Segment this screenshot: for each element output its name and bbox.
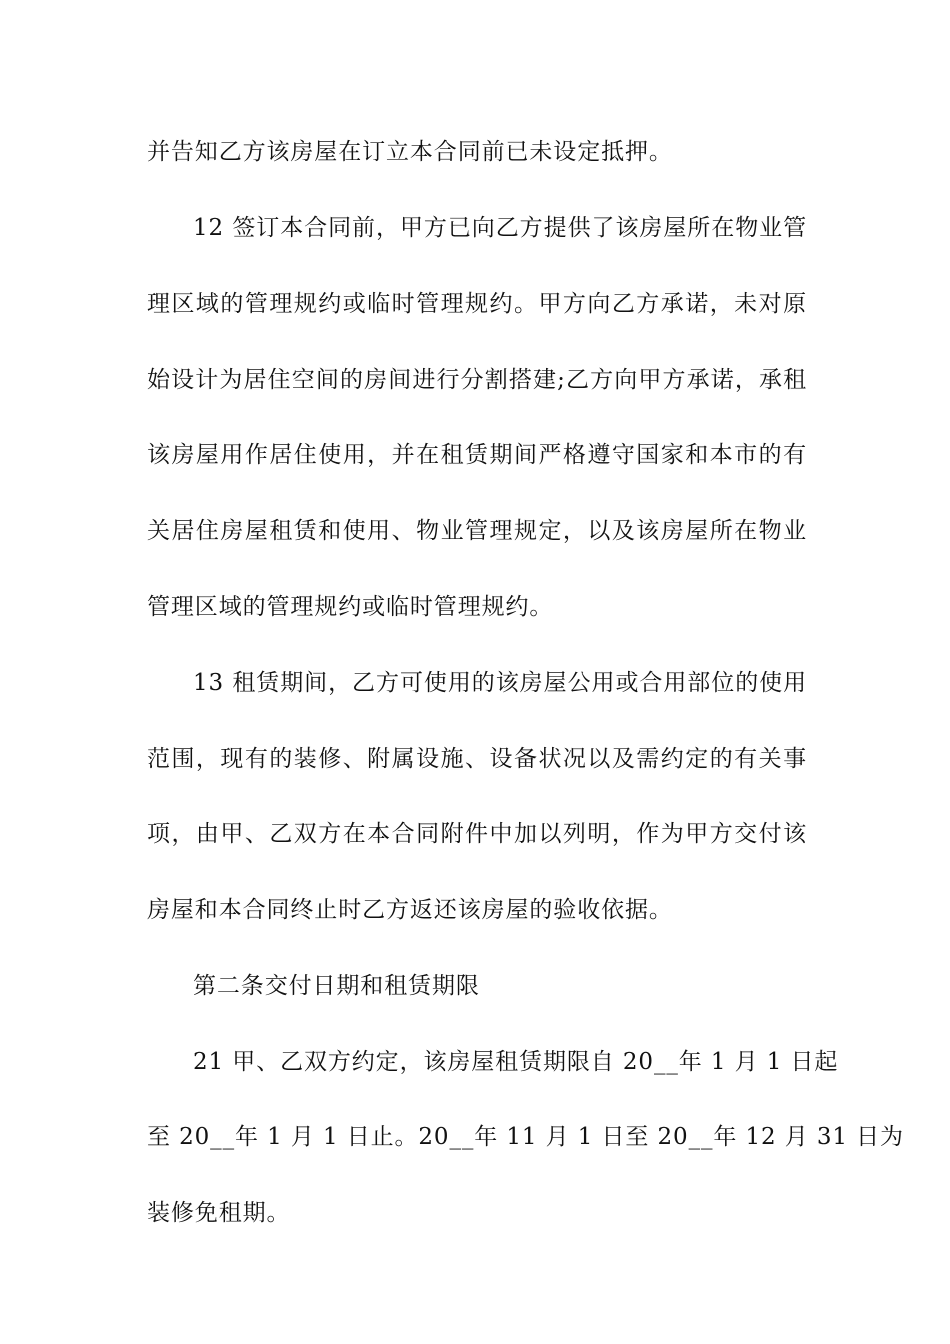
text-line: 范围，现有的装修、附属设施、设备状况以及需约定的有关事 [147, 746, 807, 772]
text-line: 始设计为居住空间的房间进行分割搭建;乙方向甲方承诺，承租 [147, 367, 807, 393]
text-line: 关居住房屋租赁和使用、物业管理规定，以及该房屋所在物业 [147, 518, 807, 544]
text-line: 装修免租期。 [147, 1200, 291, 1226]
paragraph-line: 21 甲、乙双方约定，该房屋租赁期限自 20__年 1 月 1 日起 [193, 1049, 839, 1075]
section-heading: 第二条交付日期和租赁期限 [193, 973, 480, 999]
paragraph-line: 13 租赁期间，乙方可使用的该房屋公用或合用部位的使用 [193, 670, 807, 696]
text-line: 项，由甲、乙双方在本合同附件中加以列明，作为甲方交付该 [147, 821, 807, 847]
text-line: 该房屋用作居住使用，并在租赁期间严格遵守国家和本市的有 [147, 442, 807, 468]
text-line: 管理区域的管理规约或临时管理规约。 [147, 594, 554, 620]
text-line: 至 20__年 1 月 1 日止。20__年 11 月 1 日至 20__年 12 月 31 日为 [147, 1124, 904, 1150]
text-line: 并告知乙方该房屋在订立本合同前已未设定抵押。 [147, 139, 673, 165]
text-line: 房屋和本合同终止时乙方返还该房屋的验收依据。 [147, 897, 673, 923]
paragraph-line: 12 签订本合同前，甲方已向乙方提供了该房屋所在物业管 [193, 215, 807, 241]
text-line: 理区域的管理规约或临时管理规约。甲方向乙方承诺，未对原 [147, 291, 807, 317]
